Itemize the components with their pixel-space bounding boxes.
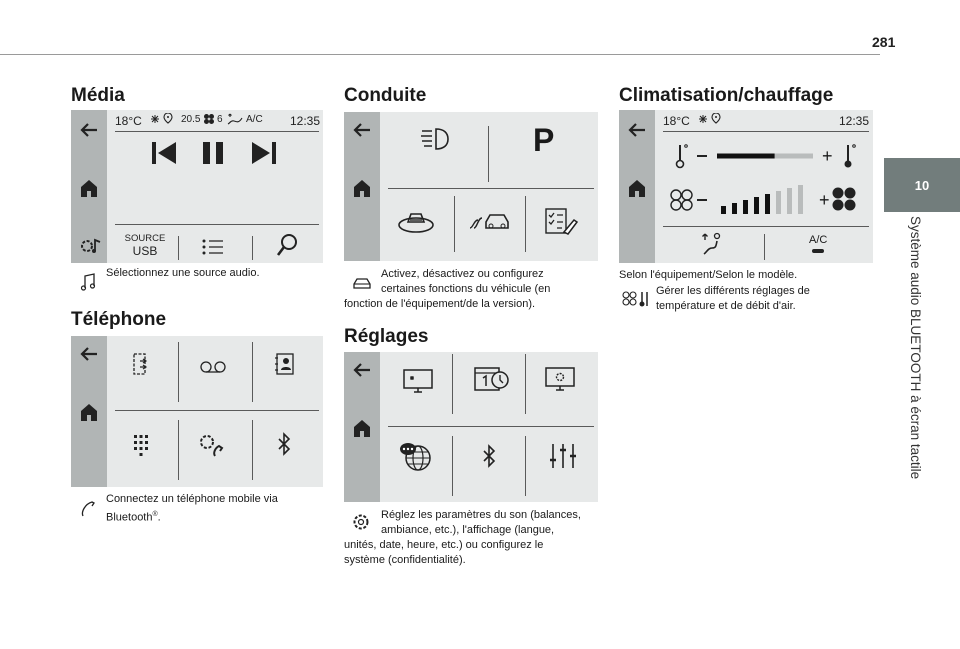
status-icons: [149, 113, 175, 125]
phone-grid-v2: [252, 342, 253, 402]
home-icon[interactable]: [625, 176, 649, 200]
reglages-sidebar: [344, 352, 380, 502]
back-arrow-icon[interactable]: [350, 358, 374, 382]
fan-plus-button[interactable]: +: [819, 190, 830, 210]
language-icon[interactable]: [398, 440, 434, 472]
fan-bar: [732, 203, 737, 214]
back-arrow-icon[interactable]: [77, 342, 101, 366]
fan-minus-button[interactable]: [697, 199, 707, 201]
chapter-title: [905, 216, 925, 546]
media-screen: [71, 110, 323, 263]
fan-bar: [754, 197, 759, 214]
telephone-desc-line1: Connectez un téléphone mobile via: [106, 493, 278, 505]
fan-icon: [203, 113, 215, 125]
media-sidebar: [71, 110, 107, 263]
registered-mark: ®: [152, 511, 158, 518]
reglages-grid-v3: [452, 436, 453, 496]
fan-bar: [765, 194, 770, 214]
vehicle-settings-icon[interactable]: [540, 206, 580, 236]
airflow-icon: [227, 113, 243, 125]
fan-speed-bars[interactable]: [717, 184, 813, 216]
telephone-description: [106, 492, 278, 526]
clim-sidebar: [619, 110, 655, 263]
media-title: Média: [71, 85, 125, 106]
back-arrow-icon[interactable]: [625, 118, 649, 142]
thermometer-high-icon: [843, 143, 857, 169]
conduite-desc-line3: fonction de l'équipement/de la version).: [344, 298, 536, 310]
clim-clock: 12:35: [839, 114, 870, 128]
conduite-sidebar: [344, 112, 380, 261]
ac-button-label: A/C: [809, 234, 828, 246]
right-temp: 20.5: [181, 114, 201, 125]
reglages-screen: [344, 352, 598, 502]
telephone-title: Téléphone: [71, 309, 167, 330]
fan-bar: [798, 185, 803, 214]
source-value: USB: [132, 244, 158, 258]
reglages-grid-v2: [525, 354, 526, 414]
reglages-grid-v4: [525, 436, 526, 496]
conduite-desc-line1: Activez, désactivez ou configurez: [381, 268, 544, 280]
phone-grid-v4: [252, 420, 253, 480]
home-icon[interactable]: [350, 176, 374, 200]
telephone-desc-line2: [106, 507, 278, 526]
media-settings-icon[interactable]: [77, 234, 101, 258]
phone-icon: [80, 500, 96, 523]
media-description: Sélectionnez une source audio.: [106, 267, 260, 279]
source-label: SOURCE: [124, 233, 166, 244]
back-arrow-icon[interactable]: [77, 118, 101, 142]
ac-indicator: [812, 249, 824, 253]
status-divider: [115, 131, 319, 132]
air-distribution-icon[interactable]: [701, 232, 723, 256]
thermometer-low-icon: [675, 143, 689, 169]
display-brightness-icon[interactable]: [402, 368, 434, 394]
reglages-desc-line2: ambiance, etc.), l'affichage (langue,: [381, 524, 555, 536]
clim-bottom-divider: [764, 234, 765, 260]
contacts-icon[interactable]: [274, 352, 296, 376]
clim-note: Selon l'équipement/Selon le modèle.: [619, 269, 798, 281]
audio-settings-icon[interactable]: [549, 442, 577, 470]
reglages-desc-line3: unités, date, heure, etc.) ou configurez le: [344, 539, 544, 551]
media-status-bar: [115, 112, 319, 130]
back-arrow-icon[interactable]: [350, 118, 374, 142]
voicemail-icon[interactable]: [199, 360, 227, 374]
conduite-description: [344, 267, 594, 312]
pause-icon[interactable]: [201, 140, 227, 166]
previous-track-icon[interactable]: [149, 140, 179, 166]
clim-status-bar: [663, 112, 869, 130]
keypad-icon[interactable]: [133, 434, 149, 456]
conduite-desc-line2: certaines fonctions du véhicule (en: [381, 283, 551, 295]
search-icon[interactable]: [276, 233, 298, 257]
phone-grid-v1: [178, 342, 179, 402]
home-icon[interactable]: [77, 176, 101, 200]
driving-aids-icon[interactable]: [468, 208, 512, 234]
temp-plus-button[interactable]: +: [822, 146, 833, 166]
fan-bar: [721, 206, 726, 214]
reglages-grid-v1: [452, 354, 453, 414]
reglages-grid-hline: [388, 426, 594, 427]
bluetooth-icon[interactable]: [277, 432, 291, 456]
clim-title: Climatisation/chauffage: [619, 85, 834, 106]
fan-high-icon: [831, 186, 857, 212]
source-divider-1: [178, 236, 179, 260]
chapter-title-text: Système audio BLUETOOTH à écran tactile: [908, 216, 923, 480]
clim-status-divider: [663, 131, 869, 132]
header-rule: [0, 54, 880, 55]
fan-bar: [776, 191, 781, 214]
ac-label: A/C: [246, 114, 263, 125]
climate-icon: [622, 290, 650, 313]
page-number: 281: [872, 34, 896, 50]
clim-desc-line1: Gérer les différents réglages de: [656, 285, 810, 297]
telephone-screen: [71, 336, 323, 487]
telephone-desc-end: .: [157, 511, 161, 524]
source-divider-2: [252, 236, 253, 260]
conduite-grid-v1: [488, 126, 489, 182]
home-icon[interactable]: [350, 416, 374, 440]
park-assist-icon[interactable]: P: [533, 122, 555, 158]
next-track-icon[interactable]: [249, 140, 279, 166]
phone-grid-hline: [115, 410, 319, 411]
source-button[interactable]: [123, 233, 167, 257]
driving-mode-icon[interactable]: [396, 206, 436, 236]
conduite-grid-v2: [454, 196, 455, 252]
clim-description: [656, 284, 810, 314]
ac-button[interactable]: [809, 234, 827, 253]
outside-temp: 18°C: [115, 114, 142, 128]
date-time-icon[interactable]: [473, 364, 511, 394]
fan-bar: [787, 188, 792, 214]
clim-screen: [619, 110, 873, 263]
clim-outside-temp: 18°C: [663, 114, 690, 128]
call-log-icon[interactable]: [131, 352, 151, 376]
bluetooth-word: Bluetooth: [106, 511, 153, 524]
temp-slider-fill: [717, 154, 775, 159]
clim-controls-divider: [663, 226, 869, 227]
telephone-sidebar: [71, 336, 107, 487]
temp-minus-button[interactable]: [697, 155, 707, 157]
conduite-grid-hline: [388, 188, 594, 189]
clim-status-icons: [697, 113, 723, 125]
conduite-title: Conduite: [344, 85, 427, 106]
fan-low-icon: [669, 188, 695, 212]
music-note-icon: [80, 273, 96, 296]
conduite-screen: [344, 112, 598, 261]
list-icon[interactable]: [201, 238, 225, 256]
chapter-tab[interactable]: 10: [884, 158, 960, 212]
reglages-description: [344, 508, 604, 568]
home-icon[interactable]: [77, 400, 101, 424]
fan-speed: 6: [217, 114, 223, 125]
controls-divider: [115, 224, 319, 225]
headlight-icon[interactable]: [418, 126, 452, 152]
phone-grid-v3: [178, 420, 179, 480]
conduite-grid-v3: [525, 196, 526, 252]
temp-slider[interactable]: [717, 150, 813, 162]
clock: 12:35: [290, 114, 321, 128]
reglages-desc-line4: système (confidentialité).: [344, 554, 466, 566]
phone-settings-icon[interactable]: [197, 432, 227, 458]
clim-desc-line2: température et de débit d'air.: [656, 300, 796, 312]
bluetooth-settings-icon[interactable]: [482, 444, 496, 468]
reglages-desc-line1: Réglez les paramètres du son (balances,: [381, 509, 581, 521]
reglages-title: Réglages: [344, 326, 429, 347]
system-config-icon[interactable]: [544, 366, 576, 392]
fan-bar: [743, 200, 748, 214]
